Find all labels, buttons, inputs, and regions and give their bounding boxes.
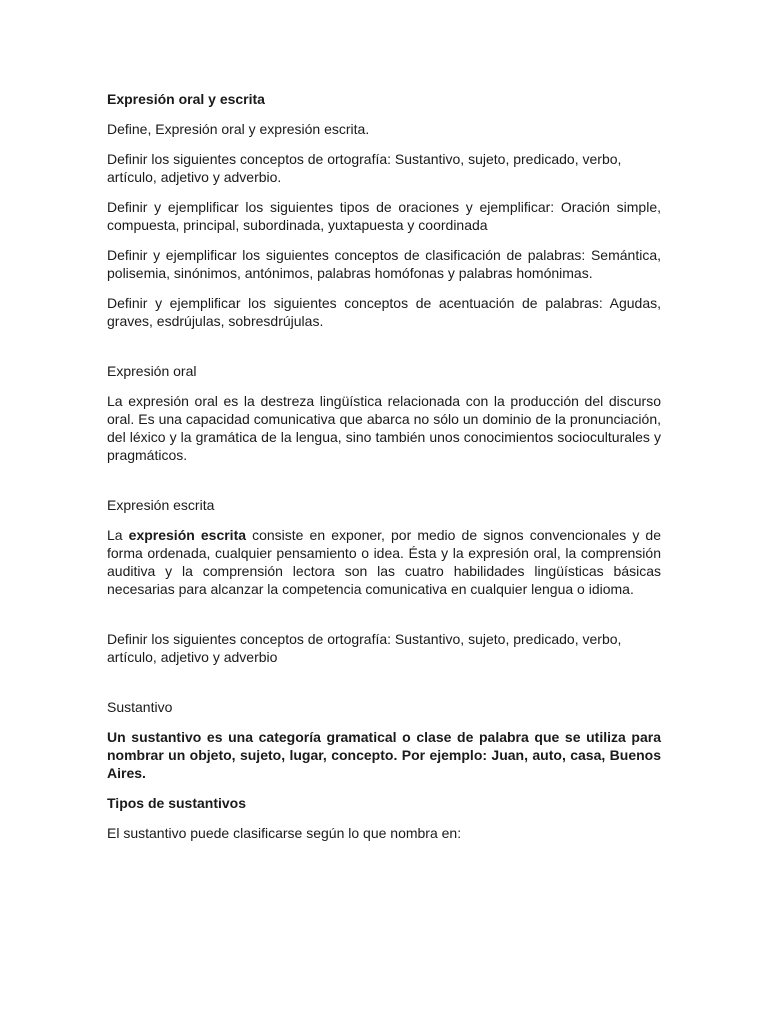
document-page xyxy=(107,90,661,842)
intro-item-2: Definir los siguientes conceptos de ortografía: Sustantivo, sujeto, predicado, verbo, artículo, adjetivo y adverbio. xyxy=(107,151,622,185)
escrita-body-rest: consiste en exponer, por medio de signos convencionales y de forma ordenada, cualquier pensamiento o idea. Ésta y la expresión oral, la comprensión auditiva y la comprensión lectora son las cuatro habilidades lingüísticas básicas necesarias para alcanzar la competencia comunicativa en cualquier lengua o idioma. xyxy=(107,527,661,597)
intro-item-1: Define, Expresión oral y expresión escrita. xyxy=(107,121,370,137)
sustantivo-definition: Un sustantivo es una categoría gramatical o clase de palabra que se utiliza para nombrar un objeto, sujeto, lugar, concepto. Por ejemplo: Juan, auto, casa, Buenos Aires. xyxy=(107,729,661,781)
escrita-body-bold: expresión escrita xyxy=(128,527,247,543)
ortografia-paragraph: Definir los siguientes conceptos de ortografía: Sustantivo, sujeto, predicado, verbo, artículo, adjetivo y adverbio xyxy=(107,631,622,665)
sustantivo-heading: Sustantivo xyxy=(107,699,173,715)
escrita-body-prefix: La xyxy=(107,527,129,543)
oral-body: La expresión oral es la destreza lingüística relacionada con la producción del discurso oral. Es una capacidad comunicativa que abarca no sólo un dominio de la pronunciación, del léxico y la gramática de la lengua, sino también unos conocimientos socioculturales y pragmáticos. xyxy=(107,393,661,463)
escrita-body xyxy=(107,526,661,598)
intro-item-3: Definir y ejemplificar los siguientes tipos de oraciones y ejemplificar: Oración simple, compuesta, principal, subordinada, yuxtapuesta y coordinada xyxy=(107,199,661,233)
tipos-sustantivos-intro: El sustantivo puede clasificarse según lo que nombra en: xyxy=(107,825,462,841)
escrita-heading: Expresión escrita xyxy=(107,497,215,513)
tipos-sustantivos-heading: Tipos de sustantivos xyxy=(107,795,246,811)
intro-item-4: Definir y ejemplificar los siguientes conceptos de clasificación de palabras: Semántica, polisemia, sinónimos, antónimos, palabras homófonas y palabras homónimas. xyxy=(107,247,661,281)
document-title: Expresión oral y escrita xyxy=(107,91,265,107)
intro-item-5: Definir y ejemplificar los siguientes conceptos de acentuación de palabras: Agudas, graves, esdrújulas, sobresdrújulas. xyxy=(107,295,661,329)
oral-heading: Expresión oral xyxy=(107,363,197,379)
